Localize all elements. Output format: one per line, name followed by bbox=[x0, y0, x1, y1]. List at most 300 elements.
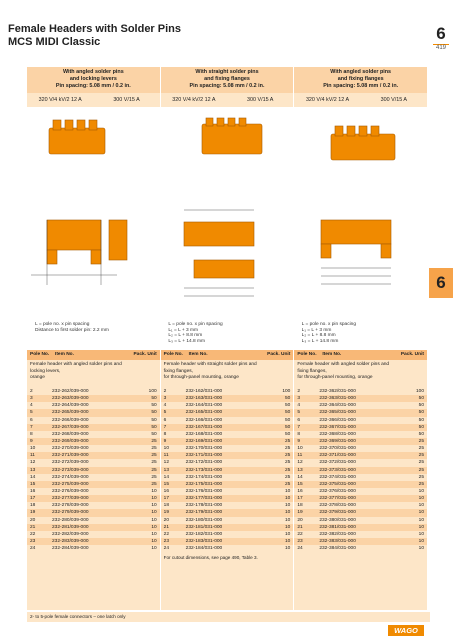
description-line: Female header with straight solder pins and bbox=[163, 362, 257, 367]
cell-item: 232-177/031-000 bbox=[185, 496, 223, 502]
cell-pack: 10 bbox=[418, 517, 425, 523]
cell-pole: 4 bbox=[297, 403, 301, 409]
table-row bbox=[27, 509, 160, 516]
table-row bbox=[161, 545, 294, 552]
cell-pole: 10 bbox=[163, 446, 170, 452]
cell-pole: 4 bbox=[163, 403, 167, 409]
cell-pack: 50 bbox=[285, 417, 291, 423]
table-row bbox=[27, 538, 160, 545]
variant-line: With angled solder pins bbox=[330, 69, 392, 75]
column-description bbox=[294, 360, 427, 388]
cell-item: 232-263/039-000 bbox=[52, 396, 89, 402]
cell-pole: 23 bbox=[30, 538, 36, 544]
cell-pole: 22 bbox=[297, 531, 303, 537]
cell-item: 232-178/031-000 bbox=[185, 503, 223, 509]
cell-item: 232-279/039-000 bbox=[52, 510, 89, 516]
cell-item: 232-377/031-000 bbox=[319, 496, 356, 502]
section-tab bbox=[429, 24, 453, 64]
cell-pack: 50 bbox=[151, 431, 157, 437]
table-row bbox=[294, 531, 427, 538]
cell-item: 232-369/031-000 bbox=[319, 438, 356, 444]
cell-pack: 100 bbox=[282, 389, 291, 394]
cell-pole: 21 bbox=[297, 524, 303, 530]
variant-title bbox=[294, 67, 427, 93]
note-line: L₁ = L + 3 mm bbox=[168, 327, 199, 333]
cell-item: 232-383/031-000 bbox=[319, 538, 356, 544]
spec-ul: 300 V/15 A bbox=[246, 97, 274, 103]
cell-item: 232-378/031-000 bbox=[319, 503, 356, 509]
pole-note-2 bbox=[160, 322, 293, 350]
cell-item: 232-165/031-000 bbox=[185, 410, 223, 416]
table-row bbox=[27, 495, 160, 502]
cell-item: 232-262/039-000 bbox=[52, 389, 89, 394]
cell-pole: 23 bbox=[297, 538, 303, 544]
cell-item: 232-280/039-000 bbox=[52, 517, 89, 523]
cell-item: 232-380/031-000 bbox=[319, 517, 356, 523]
table-row bbox=[161, 402, 294, 409]
cell-pole: 8 bbox=[163, 431, 167, 437]
cell-pole: 2 bbox=[163, 389, 167, 394]
spec-iec: 320 V/4 kV/2 12 A bbox=[172, 97, 216, 103]
cell-item: 232-367/031-000 bbox=[319, 424, 356, 430]
table-row bbox=[27, 445, 160, 452]
cell-pack: 25 bbox=[418, 474, 425, 480]
cell-pack: 50 bbox=[418, 424, 425, 430]
cell-item: 232-278/039-000 bbox=[52, 503, 89, 509]
cell-item: 232-173/031-000 bbox=[185, 467, 223, 473]
table-row bbox=[27, 524, 160, 531]
cell-item: 232-384/031-000 bbox=[319, 546, 356, 552]
table-rows bbox=[27, 388, 160, 552]
note-line: Distance to first solder pin: 2.2 mm bbox=[35, 327, 109, 333]
cell-pack: 25 bbox=[285, 467, 291, 473]
cell-pack: 10 bbox=[418, 496, 425, 502]
description-line: fixing flanges, bbox=[297, 368, 327, 374]
cell-pack: 50 bbox=[285, 424, 291, 430]
cell-item: 232-268/039-000 bbox=[52, 431, 89, 437]
cell-pack: 10 bbox=[418, 503, 425, 509]
variant-2 bbox=[161, 67, 295, 107]
header-cell: Pack. Unit bbox=[267, 352, 291, 357]
header-cell: Pole No. bbox=[30, 352, 50, 357]
note-line: L = pole no. x pin spacing bbox=[35, 322, 90, 327]
cell-pole: 2 bbox=[297, 389, 301, 394]
spec-ul: 300 V/15 A bbox=[380, 97, 408, 103]
cell-pack: 50 bbox=[285, 396, 291, 402]
table-row bbox=[294, 424, 427, 431]
cell-pack: 10 bbox=[151, 488, 157, 494]
cell-item: 232-171/031-000 bbox=[185, 453, 223, 459]
header-cell: Pack. Unit bbox=[133, 352, 157, 357]
cell-item: 232-167/031-000 bbox=[185, 424, 223, 430]
cell-pole: 2 bbox=[30, 389, 33, 394]
cell-item: 232-283/039-000 bbox=[52, 538, 89, 544]
cell-item: 232-368/031-000 bbox=[319, 431, 356, 437]
cell-item: 232-264/039-000 bbox=[52, 403, 89, 409]
table-row bbox=[27, 388, 160, 395]
table-row bbox=[27, 481, 160, 488]
cell-item: 232-175/031-000 bbox=[185, 481, 223, 487]
description-line: Female header with angled solder pins and bbox=[30, 362, 122, 367]
table-row bbox=[161, 517, 294, 524]
cell-pack: 10 bbox=[151, 524, 157, 530]
page-number: 419 bbox=[433, 44, 449, 51]
cell-pole: 11 bbox=[297, 453, 303, 459]
cell-pack: 25 bbox=[418, 467, 425, 473]
header-cell: Item No. bbox=[322, 352, 342, 357]
cell-pole: 21 bbox=[30, 524, 36, 530]
cell-item: 232-381/031-000 bbox=[319, 524, 356, 530]
cell-item: 232-176/031-000 bbox=[185, 488, 223, 494]
description-line: fixing flanges, bbox=[163, 368, 194, 374]
cell-pack: 50 bbox=[151, 417, 157, 423]
cell-pole: 10 bbox=[30, 446, 36, 452]
cell-item: 232-166/031-000 bbox=[185, 417, 223, 423]
cell-pack: 100 bbox=[416, 389, 425, 394]
variant-title bbox=[161, 67, 294, 93]
column-header bbox=[294, 350, 427, 360]
table-row bbox=[27, 395, 160, 402]
table-row bbox=[27, 409, 160, 416]
cell-pack: 25 bbox=[418, 481, 425, 487]
variant-line: and locking levers bbox=[69, 76, 117, 82]
cell-pole: 17 bbox=[30, 496, 36, 502]
variant-1 bbox=[27, 67, 161, 107]
cell-item: 232-277/039-000 bbox=[52, 496, 89, 502]
ordering-table bbox=[27, 350, 427, 610]
cell-pack: 10 bbox=[418, 524, 425, 530]
table-row bbox=[294, 438, 427, 445]
cell-pole: 5 bbox=[30, 410, 33, 416]
note-line: L = pole no. x pin spacing bbox=[168, 322, 223, 327]
note-line: L₂ = L + 8.8 mm bbox=[301, 333, 336, 338]
cell-item: 232-370/031-000 bbox=[319, 446, 356, 452]
table-row bbox=[161, 509, 294, 516]
variant-line: With angled solder pins bbox=[62, 69, 124, 75]
cell-pole: 3 bbox=[163, 396, 167, 402]
pole-notes bbox=[27, 322, 427, 350]
side-section-tab: 6 bbox=[429, 268, 453, 298]
note-line: L = pole no. x pin spacing bbox=[301, 322, 357, 327]
cell-pole: 3 bbox=[30, 396, 33, 402]
table-row bbox=[27, 502, 160, 509]
table-row bbox=[294, 545, 427, 552]
footnote: 2- to 5-pole female connectors – one latch only bbox=[27, 612, 430, 622]
cell-item: 232-170/031-000 bbox=[185, 446, 223, 452]
table-row bbox=[161, 431, 294, 438]
table-row bbox=[27, 424, 160, 431]
cell-pack: 10 bbox=[418, 510, 425, 516]
cell-item: 232-181/031-000 bbox=[185, 524, 223, 530]
cell-pole: 6 bbox=[297, 417, 301, 423]
cell-item: 232-362/031-000 bbox=[319, 389, 356, 394]
variant-title bbox=[27, 67, 160, 93]
table-row bbox=[294, 495, 427, 502]
cell-pole: 15 bbox=[30, 481, 36, 487]
cell-item: 232-164/031-000 bbox=[185, 403, 223, 409]
cell-pack: 10 bbox=[151, 503, 157, 509]
cell-pole: 13 bbox=[297, 467, 303, 473]
header-cell: Pole No. bbox=[163, 352, 183, 357]
variant-headers bbox=[27, 67, 427, 107]
cell-pack: 50 bbox=[418, 410, 425, 416]
cell-pack: 10 bbox=[418, 538, 425, 544]
pole-note-3 bbox=[294, 322, 427, 350]
cell-item: 232-374/031-000 bbox=[319, 474, 356, 480]
cell-item: 232-183/031-000 bbox=[185, 538, 223, 544]
note-line: L₃ = L + 14.8 mm bbox=[301, 338, 339, 344]
cell-pole: 10 bbox=[297, 446, 303, 452]
table-row bbox=[294, 445, 427, 452]
cell-pack: 10 bbox=[285, 546, 291, 552]
variant-3 bbox=[294, 67, 427, 107]
table-row bbox=[161, 417, 294, 424]
cell-pole: 12 bbox=[297, 460, 303, 466]
cell-item: 232-265/039-000 bbox=[52, 410, 89, 416]
cell-pole: 16 bbox=[30, 488, 36, 494]
cell-item: 232-284/039-000 bbox=[52, 546, 89, 552]
cell-item: 232-375/031-000 bbox=[319, 481, 356, 487]
cell-pole: 14 bbox=[30, 474, 36, 480]
pole-note-1 bbox=[27, 322, 160, 350]
column-note bbox=[294, 552, 427, 610]
table-row bbox=[161, 538, 294, 545]
cell-item: 232-169/031-000 bbox=[185, 438, 223, 444]
wago-logo: WAGO bbox=[388, 625, 424, 636]
cell-pole: 12 bbox=[30, 460, 36, 466]
cell-item: 232-275/039-000 bbox=[52, 481, 89, 487]
cell-pack: 50 bbox=[418, 417, 425, 423]
variant-line: and fixing flanges bbox=[204, 76, 250, 82]
cell-pack: 10 bbox=[285, 488, 291, 494]
table-row bbox=[27, 402, 160, 409]
cell-item: 232-182/031-000 bbox=[185, 531, 223, 537]
product-diagrams bbox=[27, 110, 427, 318]
cell-pack: 10 bbox=[285, 538, 291, 544]
variant-spec bbox=[27, 93, 160, 107]
cell-pole: 17 bbox=[163, 496, 170, 502]
table-row bbox=[294, 452, 427, 459]
cell-item: 232-267/039-000 bbox=[52, 424, 89, 430]
cell-pole: 21 bbox=[163, 524, 170, 530]
cell-pack: 10 bbox=[285, 503, 291, 509]
cell-pack: 50 bbox=[418, 396, 425, 402]
cell-pack: 25 bbox=[418, 438, 425, 444]
table-row bbox=[161, 395, 294, 402]
cell-item: 232-266/039-000 bbox=[52, 417, 89, 423]
table-row bbox=[161, 524, 294, 531]
cell-pack: 50 bbox=[151, 424, 157, 430]
cell-pole: 15 bbox=[163, 481, 170, 487]
table-row bbox=[27, 531, 160, 538]
table-row bbox=[161, 467, 294, 474]
cell-pole: 19 bbox=[30, 510, 36, 516]
cell-pole: 23 bbox=[163, 538, 170, 544]
cell-pack: 25 bbox=[418, 460, 425, 466]
cell-pole: 19 bbox=[163, 510, 170, 516]
cell-pack: 25 bbox=[285, 474, 291, 480]
cell-pole: 8 bbox=[30, 431, 33, 437]
cell-pack: 10 bbox=[285, 510, 291, 516]
cell-pack: 50 bbox=[151, 410, 157, 416]
title-line-2: MCS MIDI Classic bbox=[8, 36, 101, 48]
cell-pack: 50 bbox=[285, 403, 291, 409]
note-line: L₂ = L + 8.8 mm bbox=[168, 333, 203, 338]
cell-pack: 25 bbox=[285, 446, 291, 452]
cell-pole: 20 bbox=[297, 517, 303, 523]
cell-pole: 18 bbox=[30, 503, 36, 509]
description-line: Female header with angled solder pins and bbox=[297, 362, 390, 367]
cell-pack: 25 bbox=[151, 446, 157, 452]
note-line: L₁ = L + 3 mm bbox=[301, 327, 332, 333]
cell-pack: 10 bbox=[151, 531, 157, 537]
cell-item: 232-162/031-000 bbox=[185, 389, 223, 394]
cell-pack: 10 bbox=[151, 517, 157, 523]
cell-pole: 18 bbox=[297, 503, 303, 509]
cell-pack: 50 bbox=[418, 403, 425, 409]
table-row bbox=[27, 431, 160, 438]
table-row bbox=[294, 481, 427, 488]
spec-iec: 320 V/4 kV/2 12 A bbox=[305, 97, 350, 103]
table-row bbox=[27, 438, 160, 445]
cell-pole: 8 bbox=[297, 431, 301, 437]
cell-pack: 10 bbox=[151, 538, 157, 544]
cell-pack: 10 bbox=[151, 510, 157, 516]
cell-pole: 24 bbox=[297, 546, 303, 552]
cell-item: 232-366/031-000 bbox=[319, 417, 356, 423]
cell-item: 232-281/039-000 bbox=[52, 524, 89, 530]
cell-item: 232-371/031-000 bbox=[319, 453, 356, 459]
table-row bbox=[294, 502, 427, 509]
column-header bbox=[161, 350, 294, 360]
cell-pack: 25 bbox=[285, 481, 291, 487]
cell-pole: 11 bbox=[163, 453, 169, 459]
cell-item: 232-163/031-000 bbox=[185, 396, 223, 402]
cell-item: 232-269/039-000 bbox=[52, 438, 89, 444]
cell-pole: 13 bbox=[30, 467, 36, 473]
cell-item: 232-179/031-000 bbox=[185, 510, 223, 516]
cell-pack: 25 bbox=[285, 438, 291, 444]
description-line: orange bbox=[30, 375, 45, 380]
table-row bbox=[294, 524, 427, 531]
table-row bbox=[294, 474, 427, 481]
cell-pack: 50 bbox=[418, 431, 425, 437]
variant-line: With straight solder pins bbox=[195, 69, 259, 75]
table-row bbox=[161, 474, 294, 481]
cell-pack: 10 bbox=[418, 488, 425, 494]
table-row bbox=[294, 431, 427, 438]
variant-spec bbox=[161, 93, 294, 107]
table-row bbox=[294, 395, 427, 402]
section-number: 6 bbox=[436, 24, 446, 43]
cell-item: 232-276/039-000 bbox=[52, 488, 89, 494]
cell-pole: 19 bbox=[297, 510, 303, 516]
column-description bbox=[27, 360, 160, 388]
table-row bbox=[161, 409, 294, 416]
cell-item: 232-270/039-000 bbox=[52, 446, 89, 452]
cell-item: 232-376/031-000 bbox=[319, 488, 356, 494]
column-description bbox=[161, 360, 294, 388]
cell-pack: 25 bbox=[418, 453, 425, 459]
variant-line: and fixing flanges bbox=[337, 76, 384, 82]
cell-item: 232-282/039-000 bbox=[52, 531, 89, 537]
table-row bbox=[294, 417, 427, 424]
table-row bbox=[161, 488, 294, 495]
cell-pole: 7 bbox=[297, 424, 301, 430]
connector-drawing-1 bbox=[27, 110, 157, 318]
cell-pole: 17 bbox=[297, 496, 303, 502]
cell-pole: 16 bbox=[163, 488, 170, 494]
cell-pole: 12 bbox=[163, 460, 170, 466]
cell-pole: 9 bbox=[163, 438, 167, 444]
cell-pack: 50 bbox=[285, 431, 291, 437]
spec-iec: 320 V/4 kV/2 12 A bbox=[38, 97, 82, 103]
table-row bbox=[294, 467, 427, 474]
cell-pole: 15 bbox=[297, 481, 303, 487]
table-column bbox=[160, 350, 294, 610]
cell-pack: 50 bbox=[285, 410, 291, 416]
table-row bbox=[161, 424, 294, 431]
cell-item: 232-274/039-000 bbox=[52, 474, 89, 480]
cell-pack: 10 bbox=[285, 517, 291, 523]
connector-drawing-2 bbox=[162, 110, 292, 318]
cell-item: 232-372/031-000 bbox=[319, 460, 356, 466]
table-column bbox=[293, 350, 427, 610]
cell-pack: 10 bbox=[151, 496, 157, 502]
table-row bbox=[294, 459, 427, 466]
cell-pack: 25 bbox=[151, 460, 157, 466]
description-line: for through-panel mounting, orange bbox=[163, 375, 239, 380]
table-row bbox=[27, 488, 160, 495]
cell-item: 232-272/039-000 bbox=[52, 460, 89, 466]
cell-pack: 25 bbox=[418, 446, 425, 452]
table-row bbox=[161, 531, 294, 538]
cell-pole: 13 bbox=[163, 467, 170, 473]
variant-line: Pin spacing: 5.08 mm / 0.2 in. bbox=[55, 83, 131, 89]
variant-line: Pin spacing: 5.08 mm / 0.2 in. bbox=[323, 83, 399, 89]
cell-pole: 4 bbox=[30, 403, 33, 409]
table-row bbox=[161, 388, 294, 395]
cell-pole: 16 bbox=[297, 488, 303, 494]
cell-pack: 25 bbox=[151, 474, 157, 480]
table-row bbox=[294, 388, 427, 395]
table-row bbox=[27, 452, 160, 459]
cell-pack: 10 bbox=[285, 524, 291, 530]
cell-pack: 25 bbox=[285, 460, 291, 466]
description-line: locking levers, bbox=[30, 368, 61, 374]
table-row bbox=[27, 459, 160, 466]
table-row bbox=[161, 495, 294, 502]
page-title bbox=[8, 23, 181, 49]
cell-pole: 24 bbox=[163, 546, 170, 552]
cell-pole: 6 bbox=[30, 417, 33, 423]
table-column bbox=[27, 350, 160, 610]
table-rows bbox=[161, 388, 294, 552]
cell-item: 232-364/031-000 bbox=[319, 403, 356, 409]
cell-item: 232-382/031-000 bbox=[319, 531, 356, 537]
cell-item: 232-174/031-000 bbox=[185, 474, 223, 480]
cell-pole: 9 bbox=[297, 438, 301, 444]
table-row bbox=[294, 517, 427, 524]
cell-pack: 10 bbox=[418, 546, 425, 552]
cell-pack: 50 bbox=[151, 396, 157, 402]
cell-pack: 100 bbox=[148, 389, 157, 394]
cell-item: 232-168/031-000 bbox=[185, 431, 223, 437]
cell-pole: 11 bbox=[30, 453, 35, 459]
table-rows bbox=[294, 388, 427, 552]
table-row bbox=[27, 545, 160, 552]
title-line-1: Female Headers with Solder Pins bbox=[8, 23, 182, 35]
